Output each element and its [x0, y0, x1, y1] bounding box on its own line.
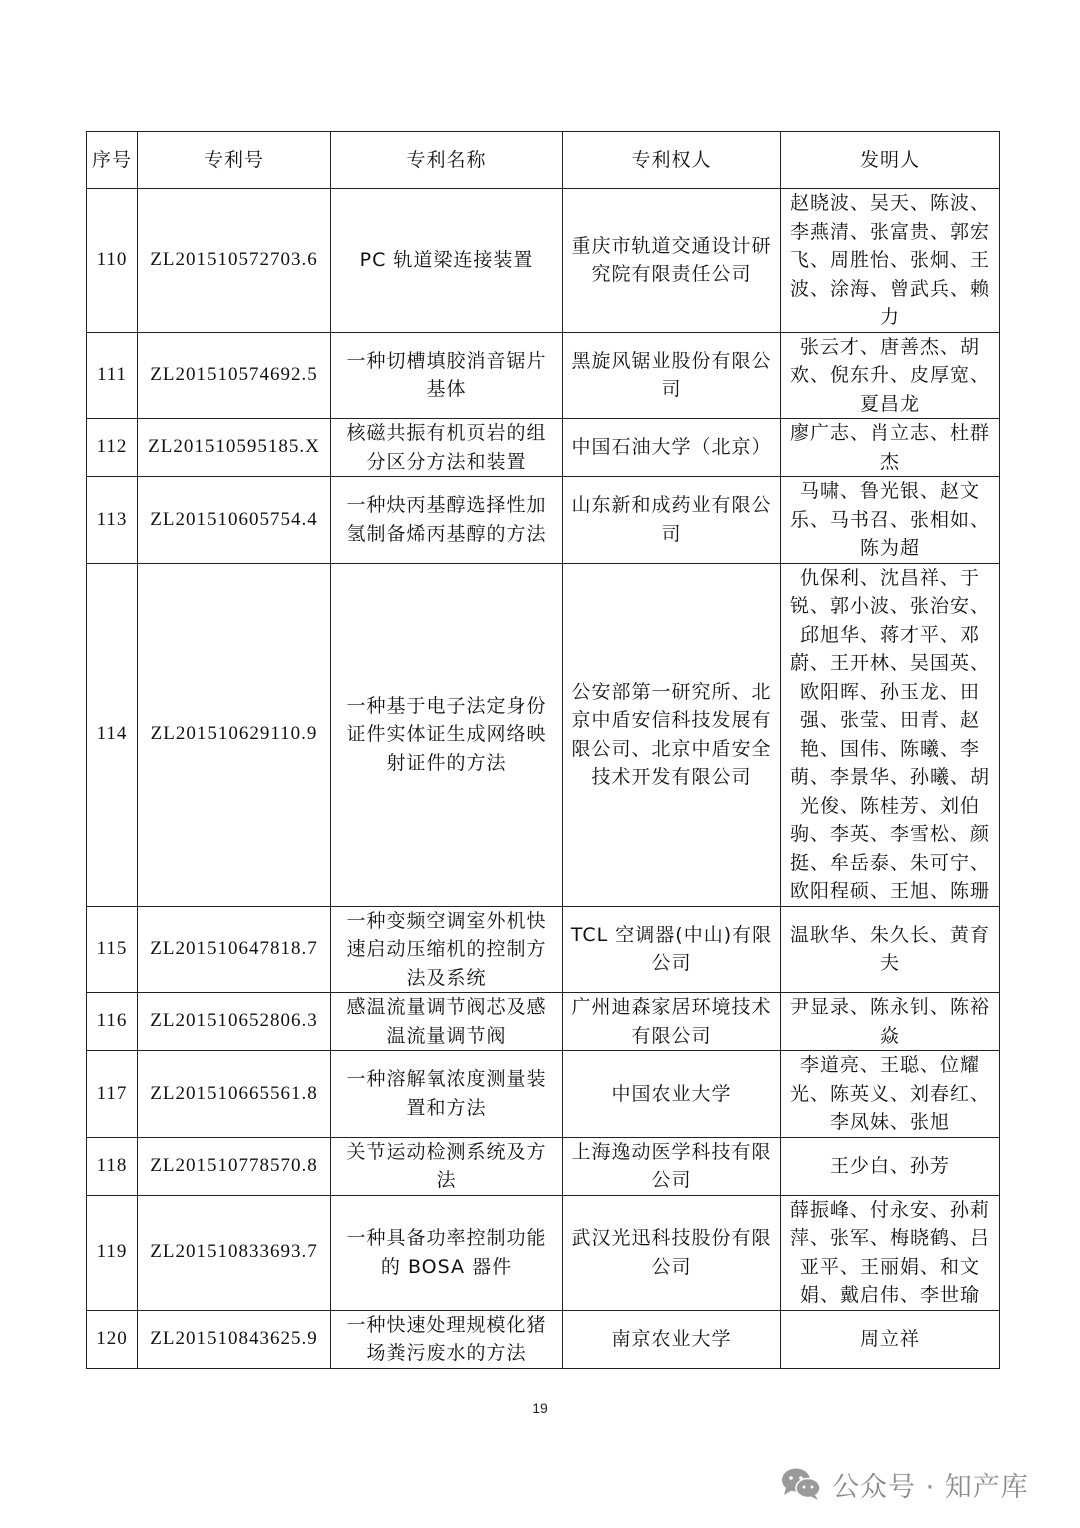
- cell-patent-no: ZL201510652806.3: [138, 993, 331, 1051]
- table-row: [87, 419, 1000, 477]
- cell-inventors: 赵晓波、吴天、陈波、李燕清、张富贵、郭宏飞、周胜怡、张炯、王波、涂海、曾武兵、赖力: [781, 189, 1000, 333]
- cell-holder: 上海逸动医学科技有限公司: [563, 1137, 781, 1195]
- table-row: [87, 1051, 1000, 1138]
- table-row: [87, 332, 1000, 419]
- header-patent-no: 专利号: [138, 132, 331, 189]
- cell-inventors: 李道亮、王聪、位耀光、陈英义、刘春红、李凤妹、张旭: [781, 1051, 1000, 1138]
- cell-patent-no: ZL201510647818.7: [138, 906, 331, 993]
- cell-patent-no: ZL201510665561.8: [138, 1051, 331, 1138]
- cell-seq: 110: [87, 189, 138, 333]
- cell-inventors: 张云才、唐善杰、胡欢、倪东升、皮厚宽、夏昌龙: [781, 332, 1000, 419]
- cell-holder: 广州迪森家居环境技术有限公司: [563, 993, 781, 1051]
- header-holder: 专利权人: [563, 132, 781, 189]
- cell-holder: 山东新和成药业有限公司: [563, 477, 781, 564]
- cell-patent-name: 关节运动检测系统及方法: [331, 1137, 563, 1195]
- wechat-icon: [780, 1466, 822, 1502]
- cell-holder: 重庆市轨道交通设计研究院有限责任公司: [563, 189, 781, 333]
- cell-seq: 113: [87, 477, 138, 564]
- cell-patent-no: ZL201510833693.7: [138, 1195, 331, 1310]
- table-row: [87, 1137, 1000, 1195]
- table-row: [87, 477, 1000, 564]
- cell-inventors: 薛振峰、付永安、孙莉萍、张军、梅晓鹤、吕亚平、王丽娟、和文娟、戴启伟、李世瑜: [781, 1195, 1000, 1310]
- table-row: [87, 563, 1000, 906]
- table-row: [87, 993, 1000, 1051]
- cell-patent-name: 一种基于电子法定身份证件实体证生成网络映射证件的方法: [331, 563, 563, 906]
- cell-holder: 南京农业大学: [563, 1310, 781, 1368]
- patent-table: [86, 131, 1000, 1369]
- cell-seq: 116: [87, 993, 138, 1051]
- cell-seq: 118: [87, 1137, 138, 1195]
- cell-holder: 中国石油大学（北京）: [563, 419, 781, 477]
- cell-inventors: 王少白、孙芳: [781, 1137, 1000, 1195]
- cell-patent-name: 一种炔丙基醇选择性加氢制备烯丙基醇的方法: [331, 477, 563, 564]
- header-patent-name: 专利名称: [331, 132, 563, 189]
- cell-seq: 120: [87, 1310, 138, 1368]
- header-seq: 序号: [87, 132, 138, 189]
- cell-patent-name: PC 轨道梁连接装置: [331, 189, 563, 333]
- cell-patent-name: 一种溶解氧浓度测量装置和方法: [331, 1051, 563, 1138]
- cell-inventors: 仇保利、沈昌祥、于锐、郭小波、张治安、邱旭华、蒋才平、邓蔚、王开林、吴国英、欧阳晖、孙玉龙、田强、张莹、田青、赵艳、国伟、陈曦、李萌、李景华、孙曦、胡光俊、陈桂芳、刘伯驹、李英、李雪松、颜挺、牟岳泰、朱可宁、欧阳程硕、王旭、陈珊: [781, 563, 1000, 906]
- cell-holder: 武汉光迅科技股份有限公司: [563, 1195, 781, 1310]
- cell-seq: 111: [87, 332, 138, 419]
- cell-inventors: 周立祥: [781, 1310, 1000, 1368]
- cell-inventors: 廖广志、肖立志、杜群杰: [781, 419, 1000, 477]
- table-row: [87, 189, 1000, 333]
- cell-seq: 112: [87, 419, 138, 477]
- cell-seq: 114: [87, 563, 138, 906]
- cell-patent-name: 一种具备功率控制功能的 BOSA 器件: [331, 1195, 563, 1310]
- cell-holder: 公安部第一研究所、北京中盾安信科技发展有限公司、北京中盾安全技术开发有限公司: [563, 563, 781, 906]
- cell-seq: 117: [87, 1051, 138, 1138]
- cell-patent-no: ZL201510595185.X: [138, 419, 331, 477]
- table-header-row: [87, 132, 1000, 189]
- cell-inventors: 温耿华、朱久长、黄育夫: [781, 906, 1000, 993]
- table-row: [87, 906, 1000, 993]
- page-number: 19: [532, 1400, 548, 1416]
- cell-inventors: 尹显录、陈永钊、陈裕焱: [781, 993, 1000, 1051]
- cell-holder: 黑旋风锯业股份有限公司: [563, 332, 781, 419]
- cell-patent-name: 感温流量调节阀芯及感温流量调节阀: [331, 993, 563, 1051]
- cell-patent-no: ZL201510605754.4: [138, 477, 331, 564]
- header-inventors: 发明人: [781, 132, 1000, 189]
- cell-seq: 115: [87, 906, 138, 993]
- cell-patent-no: ZL201510574692.5: [138, 332, 331, 419]
- cell-holder: 中国农业大学: [563, 1051, 781, 1138]
- watermark: [780, 1462, 1029, 1506]
- cell-patent-name: 核磁共振有机页岩的组分区分方法和装置: [331, 419, 563, 477]
- cell-patent-no: ZL201510629110.9: [138, 563, 331, 906]
- table-row: [87, 1195, 1000, 1310]
- cell-inventors: 马啸、鲁光银、赵文乐、马书召、张相如、陈为超: [781, 477, 1000, 564]
- cell-patent-name: 一种变频空调室外机快速启动压缩机的控制方法及系统: [331, 906, 563, 993]
- table-row: [87, 1310, 1000, 1368]
- cell-patent-name: 一种快速处理规模化猪场粪污废水的方法: [331, 1310, 563, 1368]
- watermark-text: 公众号 · 知产库: [832, 1471, 1029, 1503]
- cell-holder: TCL 空调器(中山)有限公司: [563, 906, 781, 993]
- cell-seq: 119: [87, 1195, 138, 1310]
- cell-patent-no: ZL201510572703.6: [138, 189, 331, 333]
- cell-patent-name: 一种切槽填胶消音锯片基体: [331, 332, 563, 419]
- cell-patent-no: ZL201510778570.8: [138, 1137, 331, 1195]
- cell-patent-no: ZL201510843625.9: [138, 1310, 331, 1368]
